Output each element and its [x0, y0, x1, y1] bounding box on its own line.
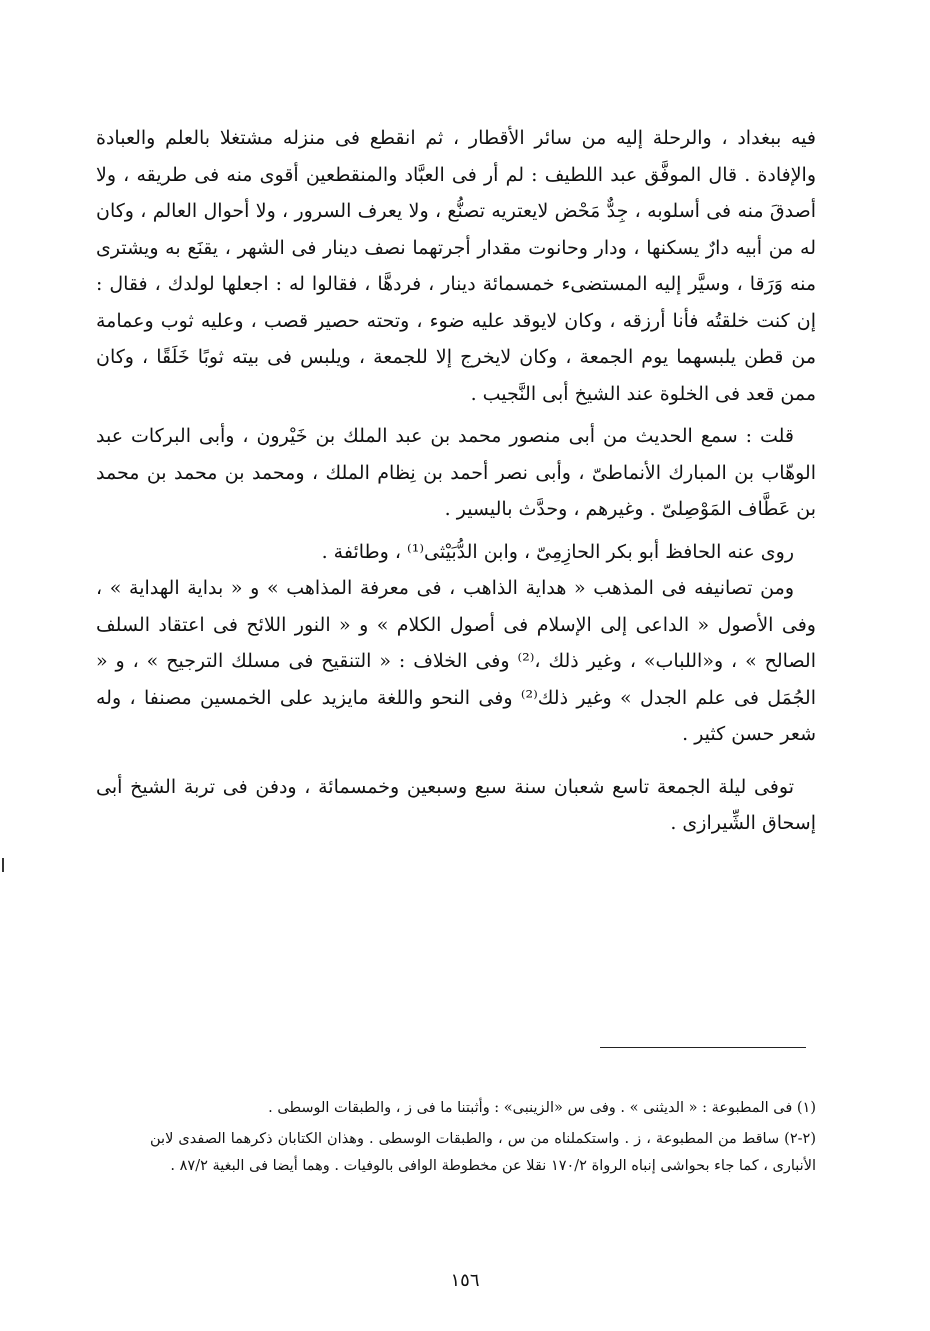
main-text	[96, 120, 816, 842]
page-number: ١٥٦	[450, 1270, 480, 1291]
paragraph-works: ومن تصانيفه فى المذهب « هداية الذاهب ، فى معرفة المذاهب » و « بداية الهداية » ، وفى الأصول « الداعى إلى الإسلام فى أصول الكلام » و « النور اللائح فى اعتقاد السلف الصالح » ، و«اللباب» ، وغير ذلك ،⁽²⁾ وفى الخلاف : « التنقيح فى مسلك الترجيح » ، و « الجُمَل فى علم الجدل » وغير ذلك⁽²⁾ وفى النحو واللغة مايزيد على الخمسين مصنفا ، وله شعر حسن كثير .	[96, 577, 816, 745]
scan-edge-mark	[2, 858, 4, 872]
footnote-1: (١) فى المطبوعة : « الديثنى » . وفى س «الزينبى» : وأثبتنا ما فى ز ، والطبقات الوسطى .	[268, 1100, 816, 1116]
footnote-separator	[600, 1047, 806, 1048]
footnotes	[150, 1095, 816, 1184]
paragraph-students: روى عنه الحافظ أبو بكر الحازِمِىّ ، وابن الدُّبَيْثى⁽¹⁾ ، وطائفة .	[321, 540, 794, 563]
paragraph-hadith-teachers: قلت : سمع الحديث من أبى منصور محمد بن عبد الملك بن خَيْرون ، وأبى البركات عبد الوهّاب بن المبارك الأنماطىّ ، وأبى نصر أحمد بن نِظام الملك ، ومحمد بن محمد بن محمد بن عَطَّاف المَوْصِلىّ . وغيرهم ، وحدَّث باليسير .	[96, 425, 816, 520]
footnote-2: (٢-٢) ساقط من المطبوعة ، ز . واستكملناه من س ، والطبقات الوسطى . وهذان الكتابان ذكرهما الصفدى لابن الأنبارى ، كما جاء بحواشى إنباه الرواة ١٧٠/٢ نقلا عن مخطوطة الوافى بالوفيات . وهما أيضا فى البغية ٨٧/٢ .	[150, 1131, 816, 1174]
paragraph-biography: فيه ببغداد ، والرحلة إليه من سائر الأقطار ، ثم انقطع فى منزله مشتغلا بالعلم والعبادة والإفادة . قال الموفَّق عبد اللطيف : لم أر فى العبَّاد والمنقطعين أقوى منه فى طريقه ، ولا أصدقَ منه فى أسلوبه ، جِدٌّ مَحْض لايعتريه تصنُّع ، ولا يعرف السرور ، ولا أحوال العالم ، وكان له من أبيه دارٌ يسكنها ، ودار وحانوت مقدار أجرتهما نصف دينار فى الشهر ، يقنَع به ويشترى منه وَرَقا ، وسيَّر إليه المستضىء خمسمائة دينار ، فردهَّا ، فقالوا له : اجعلها لولدك ، فقال : إن كنت خلقتُه فأنا أرزقه ، وكان لايوقد عليه ضوء ، وتحته حصير قصب ، وعليه ثوب وعمامة من قطن يلبسهما يوم الجمعة ، وكان لايخرج إلا للجمعة ، ويلبس فى بيته ثوبًا خَلَقًا ، وكان ممن قعد فى الخلوة عند الشيخ أبى النَّجيب .	[96, 127, 816, 405]
paragraph-death: توفى ليلة الجمعة تاسع شعبان سنة سبع وسبعين وخمسمائة ، ودفن فى تربة الشيخ أبى إسحاق الشِّيرازى .	[96, 775, 816, 834]
